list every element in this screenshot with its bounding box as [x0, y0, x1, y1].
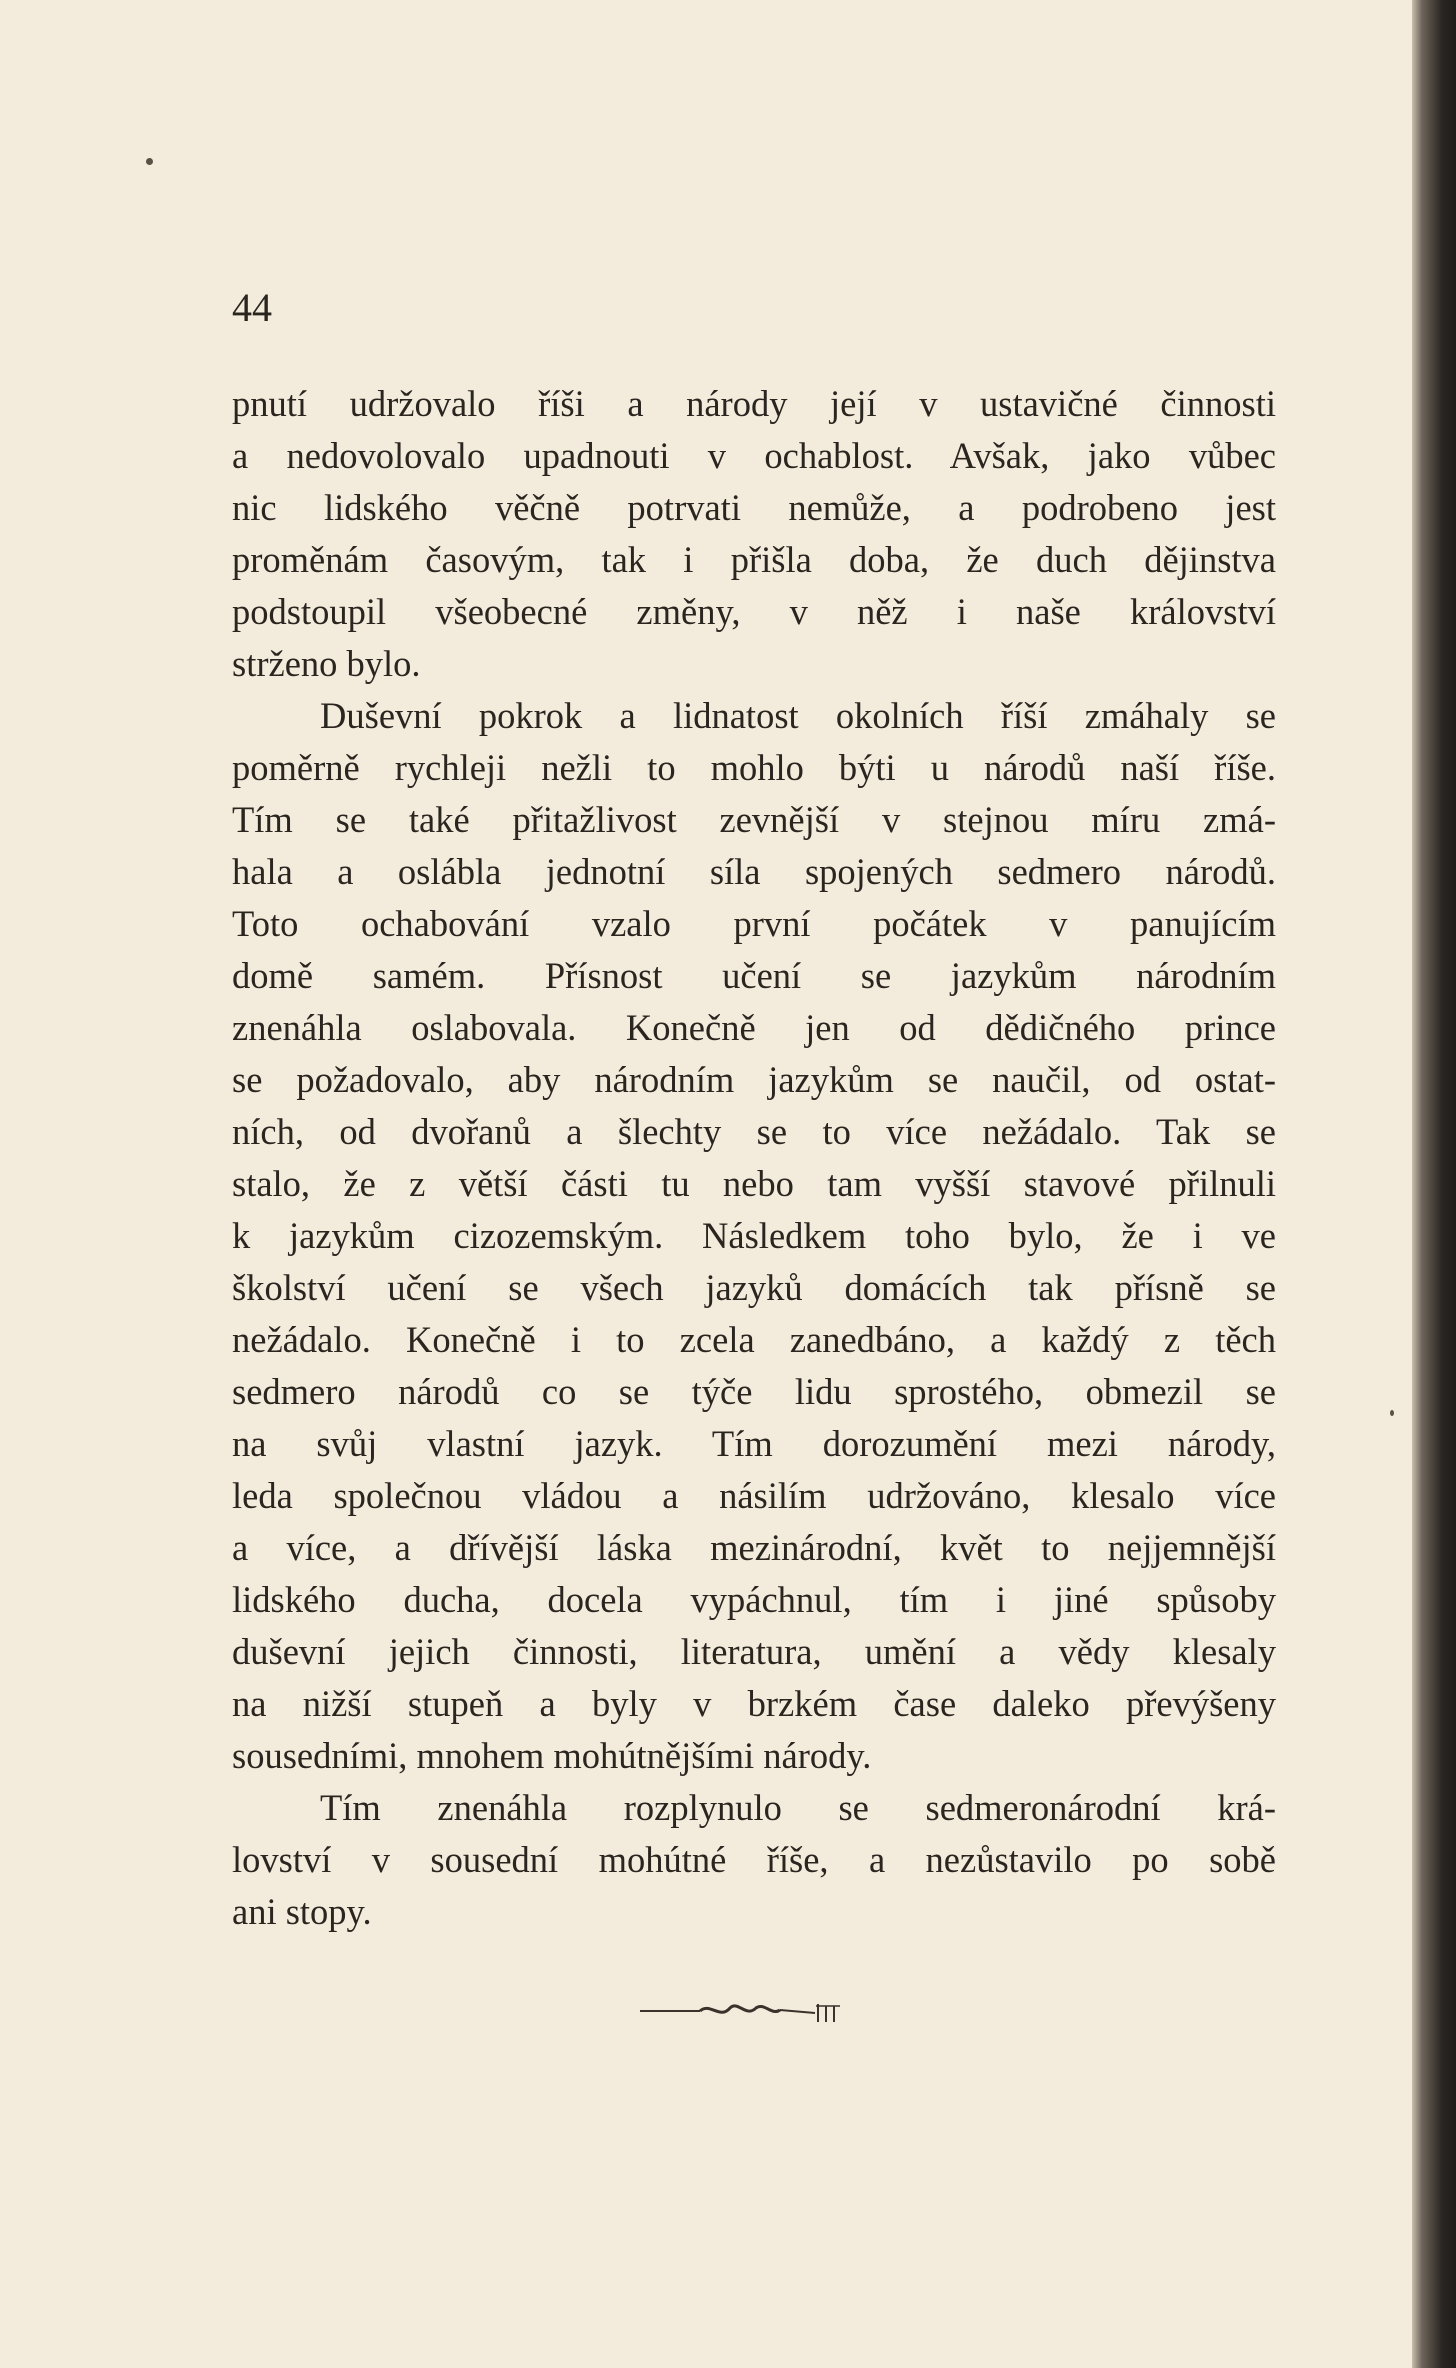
- text-line: Tím znenáhla rozplynulo se sedmeronárodní krá-: [320, 1787, 1276, 1828]
- text-line: nežádalo. Konečně i to zcela zanedbáno, a každý z těch: [232, 1319, 1276, 1360]
- text-line: Tím se také přitažlivost zevnější v stejnou míru zmá-: [232, 799, 1276, 840]
- text-line: a více, a dřívější láska mezinárodní, květ to nejjemnější: [232, 1527, 1276, 1568]
- text-line: ních, od dvořanů a šlechty se to více nežádalo. Tak se: [232, 1111, 1276, 1152]
- paragraph: [232, 378, 1276, 690]
- text-line: školství učení se všech jazyků domácích tak přísně se: [232, 1267, 1276, 1308]
- text-line: pnutí udržovalo říši a národy její v ustavičné činnosti: [232, 383, 1276, 424]
- paragraph: [232, 690, 1276, 1782]
- text-line: poměrně rychleji nežli to mohlo býti u národů naší říše.: [232, 747, 1276, 788]
- text-line: ani stopy.: [232, 1891, 372, 1932]
- text-line: strženo bylo.: [232, 643, 421, 684]
- paragraph: [232, 1782, 1276, 1938]
- body-text: [232, 378, 1276, 1938]
- text-line: podstoupil všeobecné změny, v něž i naše království: [232, 591, 1276, 632]
- text-line: lidského ducha, docela vypáchnul, tím i jiné spůsoby: [232, 1579, 1276, 1620]
- text-line: stalo, že z větší části tu nebo tam vyšší stavové přilnuli: [232, 1163, 1276, 1204]
- text-line: sedmero národů co se týče lidu sprostého, obmezil se: [232, 1371, 1276, 1412]
- text-line: a nedovolovalo upadnouti v ochablost. Avšak, jako vůbec: [232, 435, 1276, 476]
- text-line: leda společnou vládou a násilím udržováno, klesalo více: [232, 1475, 1276, 1516]
- text-line: sousedními, mnohem mohútnějšími národy.: [232, 1735, 872, 1776]
- book-spine-edge: [1412, 0, 1456, 2368]
- text-line: hala a oslábla jednotní síla spojených sedmero národů.: [232, 851, 1276, 892]
- text-line: se požadovalo, aby národním jazykům se naučil, od ostat-: [232, 1059, 1276, 1100]
- text-line: proměnám časovým, tak i přišla doba, že duch dějinstva: [232, 539, 1276, 580]
- text-line: Toto ochabování vzalo první počátek v panujícím: [232, 903, 1276, 944]
- decorative-swirl-icon: [640, 1996, 870, 2026]
- text-line: duševní jejich činnosti, literatura, umění a vědy klesaly: [232, 1631, 1276, 1672]
- text-line: na nižší stupeň a byly v brzkém čase daleko převýšeny: [232, 1683, 1276, 1724]
- text-line: nic lidského věčně potrvati nemůže, a podrobeno jest: [232, 487, 1276, 528]
- text-line: domě samém. Přísnost učení se jazykům národním: [232, 955, 1276, 996]
- page-number: 44: [232, 285, 272, 330]
- text-line: znenáhla oslabovala. Konečně jen od dědičného prince: [232, 1007, 1276, 1048]
- text-line: Duševní pokrok a lidnatost okolních říší zmáhaly se: [320, 695, 1276, 736]
- text-line: k jazykům cizozemským. Následkem toho bylo, že i ve: [232, 1215, 1276, 1256]
- text-line: lovství v sousední mohútné říše, a nezůstavilo po sobě: [232, 1839, 1276, 1880]
- text-line: na svůj vlastní jazyk. Tím dorozumění mezi národy,: [232, 1423, 1276, 1464]
- ink-speck: [146, 158, 153, 165]
- ink-speck: [1390, 1410, 1394, 1416]
